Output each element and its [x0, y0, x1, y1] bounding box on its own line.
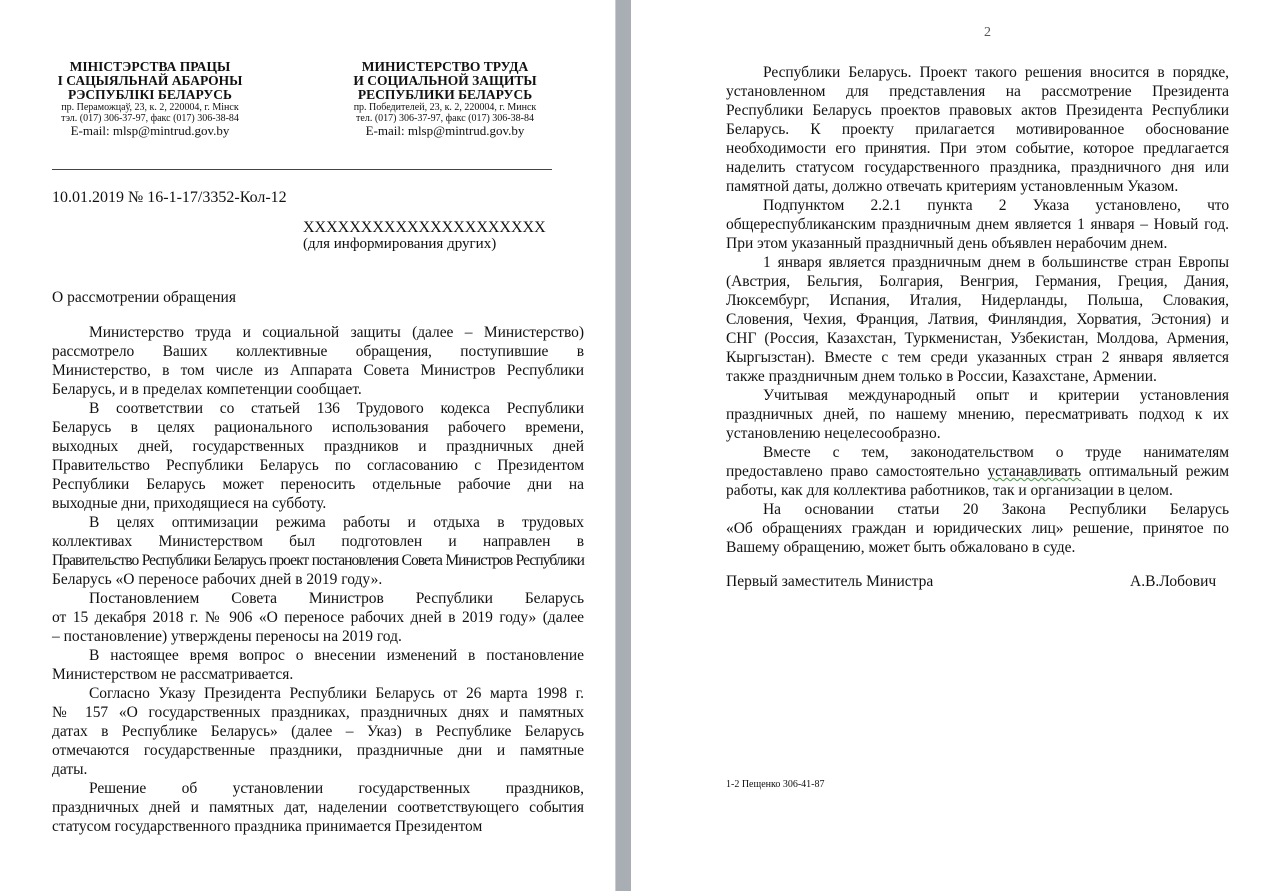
subject-line: О рассмотрении обращения — [52, 289, 236, 306]
email: E-mail: mlsp@mintrud.gov.by — [365, 123, 525, 138]
ministry-name-line: И СОЦИАЛЬНОЙ ЗАЩИТЫ — [353, 73, 537, 88]
text-line: СНГ (Россия, Казахстан, Туркменистан, Узбекистан, Молдова, Армения, — [726, 330, 1229, 347]
text-line: Беларусь. К проекту прилагается мотивированное обоснование — [726, 121, 1229, 138]
header-divider — [52, 169, 552, 170]
text-line: также праздничным днем только в России, Казахстане, Армении. — [726, 368, 1157, 385]
letter-body — [726, 63, 1229, 557]
text-line: Беларусь «О переносе рабочих дней в 2019 году». — [52, 571, 383, 588]
letter-body — [52, 323, 584, 836]
text-line: Правительство Республики Беларусь проект постановления Совета Министров Республики — [52, 552, 584, 569]
phone: тэл. (017) 306-37-97, факс (017) 306-38-84 — [61, 113, 239, 124]
text-line: выходных дней, государственных праздников и праздничных дней — [52, 438, 584, 455]
text-line: В настоящее время вопрос о внесении изменений в постановление — [89, 647, 584, 664]
text-line: Согласно Указу Президента Республики Беларусь от 26 марта 1998 г. — [89, 685, 584, 702]
text-line: установленном для представления на рассмотрение Президента — [726, 83, 1229, 100]
text-line: На основании статьи 20 Закона Республики Беларусь — [763, 501, 1229, 518]
page-number: 2 — [984, 25, 991, 40]
address: пр. Победителей, 23, к. 2, 220004, г. Минск — [353, 102, 537, 113]
text-line: Республики Беларусь может переносить отдельные рабочие дни на — [52, 476, 584, 493]
text-line: даты. — [52, 761, 88, 778]
text-line: датах в Республике Беларусь» (далее – Указ) в Республике Беларусь — [52, 723, 584, 740]
text-line: Министерством не рассматривается. — [52, 666, 294, 683]
ministry-name-line: МІНІСТЭРСТВА ПРАЦЫ — [69, 59, 231, 74]
document-page-2 — [631, 0, 1280, 891]
text-line: Республики Беларусь. Проект такого решения вносится в порядке, — [763, 64, 1229, 81]
text-line: При этом указанный праздничный день объявлен нерабочим днем. — [726, 235, 1168, 252]
text-line: наделить статусом государственного праздника, праздничного дня или — [726, 159, 1229, 176]
addressee-note: (для информирования других) — [303, 236, 497, 252]
ministry-name-line: МИНИСТЕРСТВО ТРУДА — [361, 59, 529, 74]
text-line: Правительство Республики Беларусь по согласованию с Президентом — [52, 457, 584, 474]
text-line: Вместе с тем, законодательством о труде нанимателям — [763, 444, 1229, 461]
text-line: Словения, Чехия, Франция, Латвия, Финляндия, Хорватия, Эстония) и — [726, 311, 1229, 328]
text-line: В целях оптимизации режима работы и отдыха в трудовых — [89, 514, 584, 531]
text-line: В соответствии со статьей 136 Трудового кодекса Республики — [89, 400, 584, 417]
ministry-name-line: РЕСПУБЛИКИ БЕЛАРУСЬ — [357, 87, 533, 102]
text-line: праздничных дней и памятных дат, наделении соответствующего события — [52, 799, 584, 816]
signature-title: Первый заместитель Министра — [726, 573, 934, 590]
text-line: Кыргызстан). Вместе с тем среди указанных стран 2 января является — [726, 349, 1229, 366]
text-line: «Об обращениях граждан и юридических лиц» решение, принятое по — [726, 520, 1229, 537]
text-line: Подпунктом 2.2.1 пункта 2 Указа установлено, что — [763, 197, 1229, 214]
text-line: праздничных дней, по нашему мнению, пересматривать подход к их — [726, 406, 1229, 423]
text-line: коллективах Министерством был подготовлен и направлен в — [52, 533, 584, 550]
text-line: Решение об установлении государственных праздников, — [89, 780, 584, 797]
text-line: рассмотрело Ваших коллективные обращения, поступившие в — [52, 343, 584, 360]
letterhead-russian — [295, 60, 595, 138]
text-line: общереспубликанским праздничным днем является 1 января – Новый год. — [726, 216, 1229, 233]
reference-number: 10.01.2019 № 16-1-17/3352-Кол-12 — [52, 189, 287, 206]
phone: тел. (017) 306-37-97, факс (017) 306-38-84 — [356, 113, 534, 124]
text-line: необходимости его принятия. При этом событие, которое предлагается — [726, 140, 1229, 157]
text-line: предоставлено право самостоятельно устанавливать оптимальный режим — [726, 463, 1229, 480]
text-line: выходные дни, приходящиеся на субботу. — [52, 495, 327, 512]
text-line: – постановление) утверждены переносы на 2019 год. — [52, 628, 402, 645]
email: E-mail: mlsp@mintrud.gov.by — [70, 123, 230, 138]
text-line: Беларусь в целях рационального использования рабочего времени, — [52, 419, 584, 436]
document-page-1 — [0, 0, 615, 891]
text-line: Беларусь, и в пределах компетенции сообщает. — [52, 381, 362, 398]
text-line: Учитывая международный опыт и критерии установления — [763, 387, 1229, 404]
text-line: № 157 «О государственных праздниках, праздничных днях и памятных — [52, 704, 584, 721]
text-line: Постановлением Совета Министров Республики Беларусь — [89, 590, 584, 607]
text-line: от 15 декабря 2018 г. № 906 «О переносе рабочих дней в 2019 году» (далее — [52, 609, 584, 626]
text-line: Министерство труда и социальной защиты (далее – Министерство) — [89, 324, 584, 341]
spellcheck-underlined-word: устанавливать — [987, 463, 1082, 480]
ministry-name-line: РЭСПУБЛІКІ БЕЛАРУСЬ — [68, 87, 232, 102]
text-line: 1 января является праздничным днем в большинстве стран Европы — [763, 254, 1229, 271]
text-line: установлению нецелесообразно. — [726, 425, 941, 442]
ministry-name-line: І САЦЫЯЛЬНАЙ АБАРОНЫ — [57, 73, 243, 88]
executor-note: 1-2 Пещенко 306-41-87 — [726, 779, 825, 790]
page-gap — [615, 0, 632, 891]
text-line: Республики Беларусь проектов правовых актов Президента Республики — [726, 102, 1229, 119]
text-line: работы, как для коллектива работников, так и организации в целом. — [726, 482, 1173, 499]
text-line: статусом государственного праздника принимается Президентом — [52, 818, 483, 835]
letterhead-belarusian — [0, 60, 300, 138]
text-line: Вашему обращению, может быть обжаловано в суде. — [726, 539, 1076, 556]
text-line: Люксембург, Испания, Италия, Нидерланды, Польша, Словакия, — [726, 292, 1229, 309]
text-line: Министерство, в том числе из Аппарата Совета Министров Республики — [52, 362, 584, 379]
text-line: (Австрия, Бельгия, Болгария, Венгрия, Германия, Греция, Дания, — [726, 273, 1229, 290]
addressee: XXXXXXXXXXXXXXXXXXXXX — [303, 219, 546, 236]
text-line: отмечаются государственные праздники, праздничные дни и памятные — [52, 742, 584, 759]
signature-name: А.В.Лобович — [1130, 573, 1217, 590]
address: пр. Пераможцаў, 23, к. 2, 220004, г. Мінск — [61, 102, 239, 113]
text-line: памятной даты, должно отвечать критериям установленным Указом. — [726, 178, 1179, 195]
